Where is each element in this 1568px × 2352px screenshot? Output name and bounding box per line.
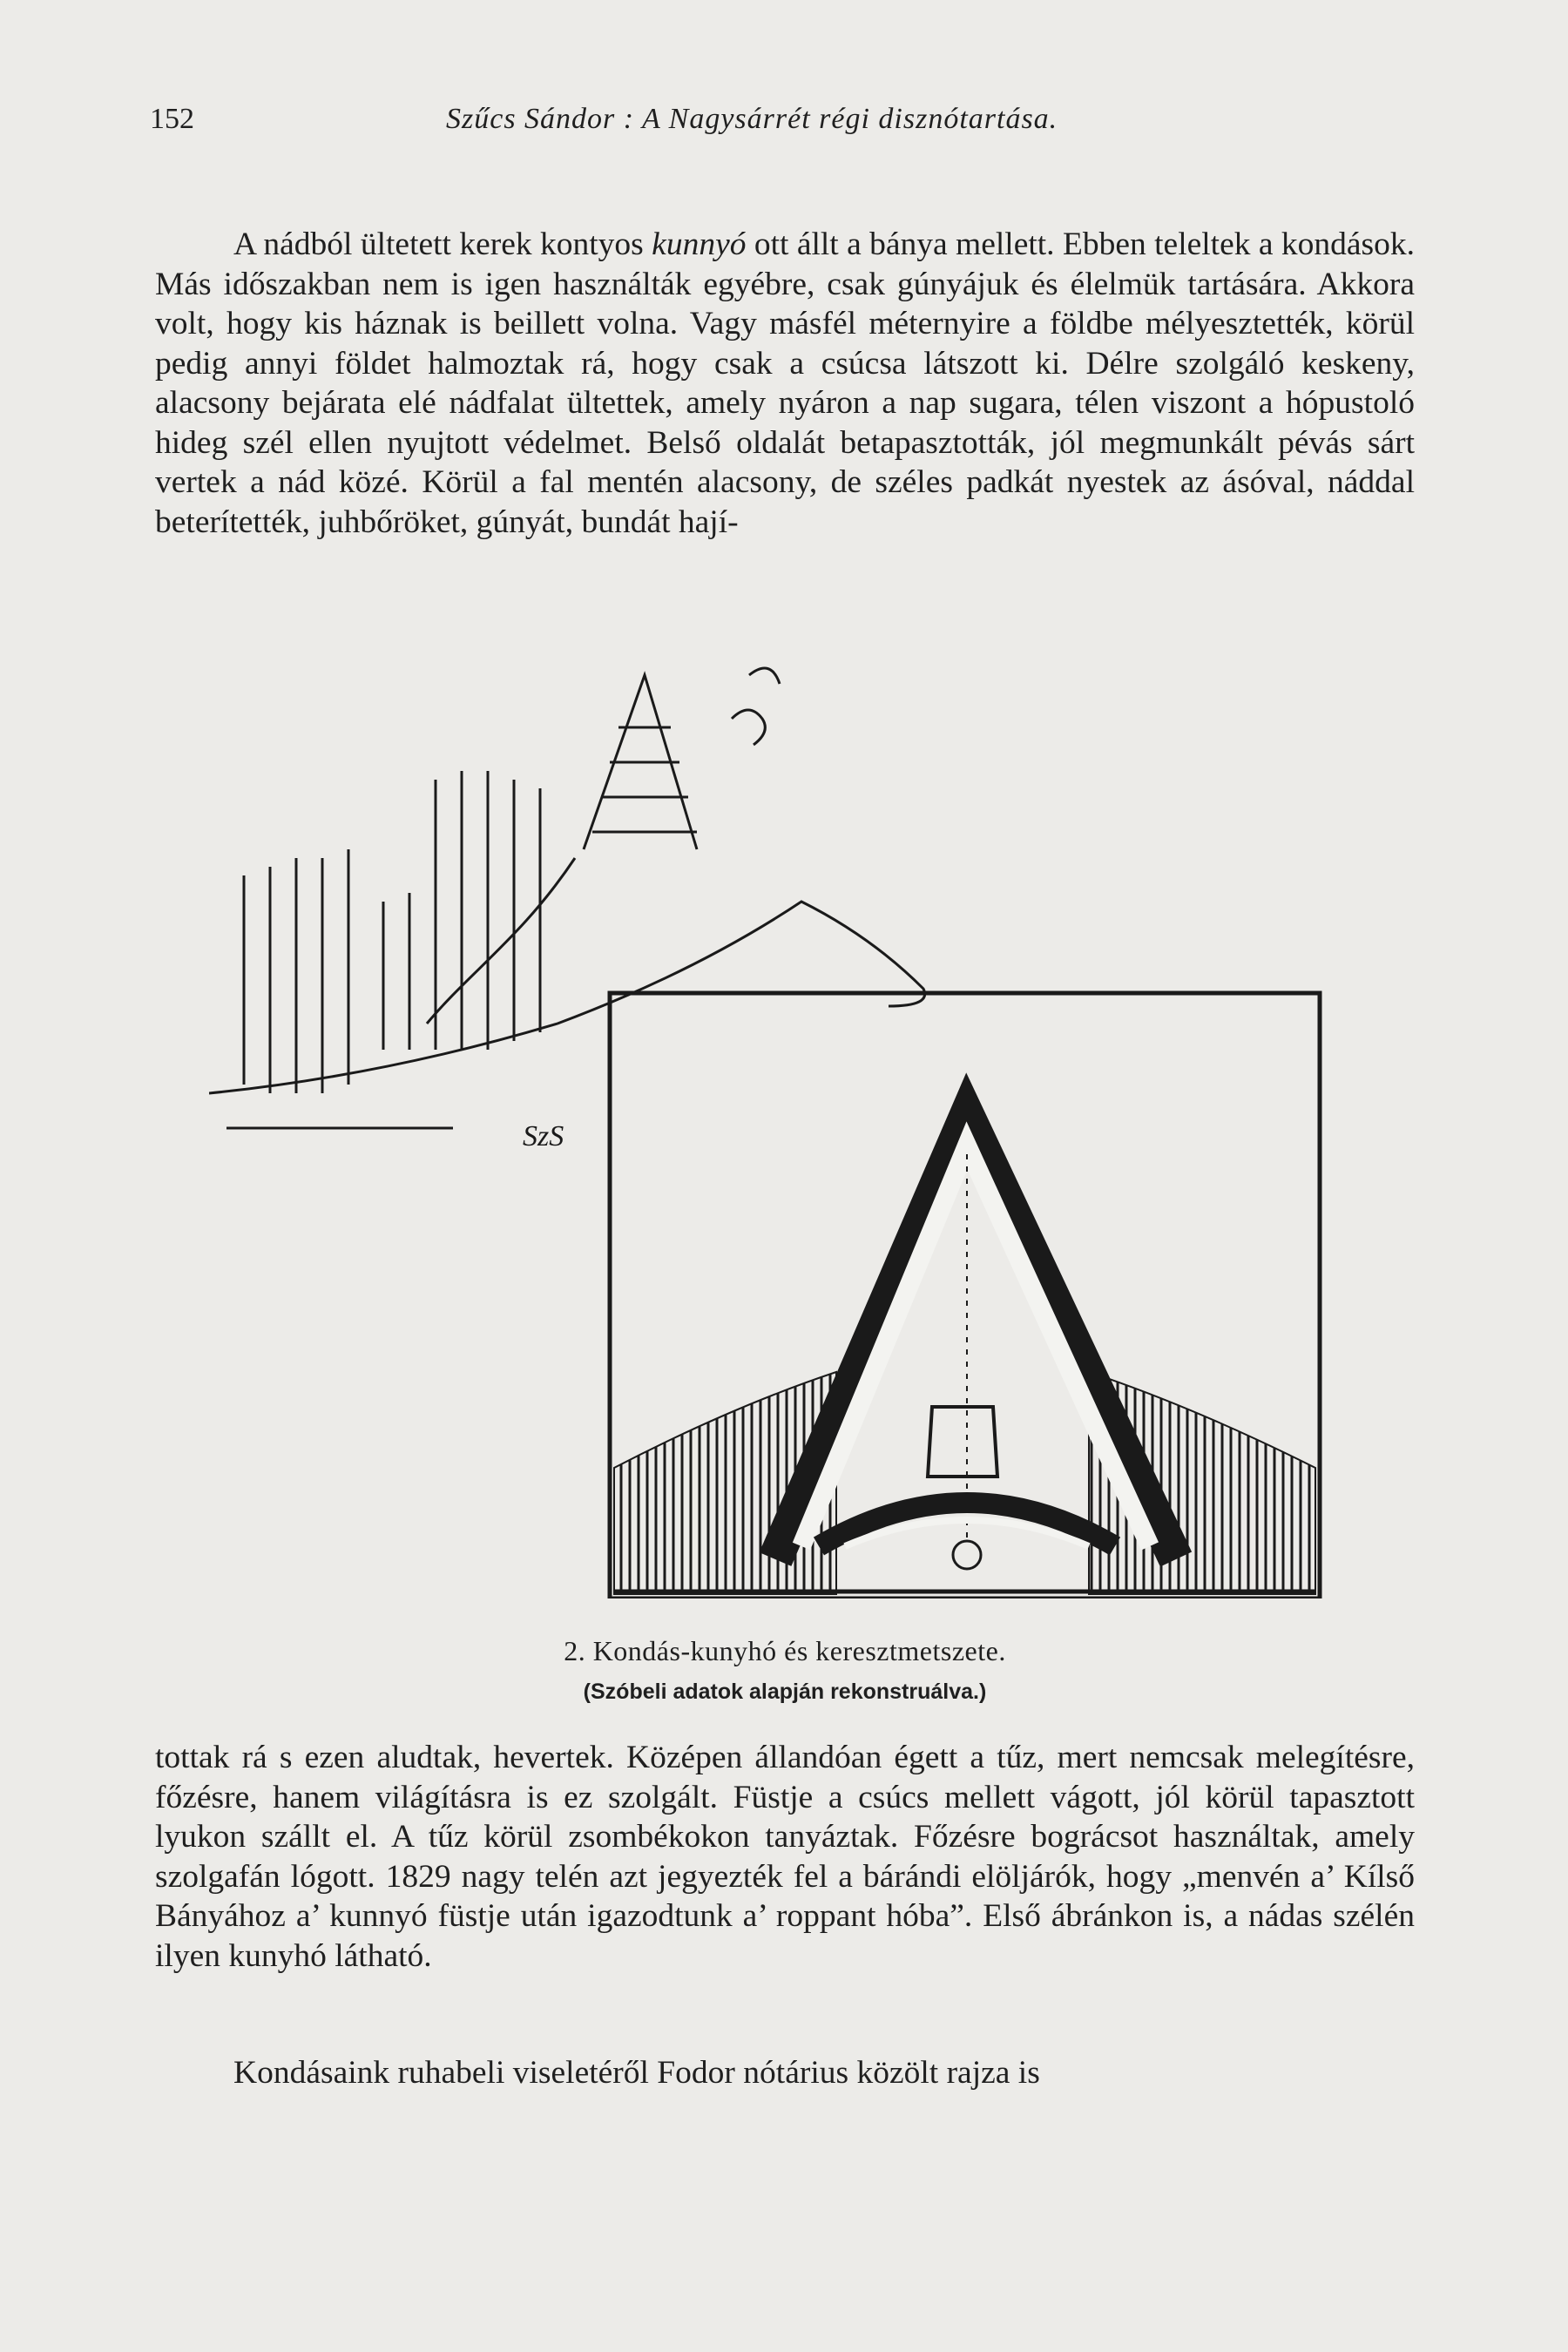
- reed-fence-back: [383, 893, 409, 1050]
- paragraph-3: [155, 2053, 1415, 2093]
- hut-drawing: [209, 640, 1359, 1598]
- paragraph-1: [155, 225, 1415, 542]
- mound-line-left: [427, 858, 575, 1024]
- paragraph-2: [155, 1738, 1415, 1976]
- caption-subtitle: (Szóbeli adatok alapján rekonstruálva.): [583, 1680, 987, 1704]
- page-number: 152: [150, 103, 194, 135]
- smoke-curls: [732, 668, 780, 745]
- figure-inside: [953, 1541, 981, 1569]
- artist-signature: SzS: [523, 1120, 564, 1152]
- italic-term-kunnyo: kunnyó: [652, 226, 747, 262]
- figure-caption: [155, 1635, 1415, 1705]
- paragraph-1-rest: ott állt a bánya mellett. Ebben teleltek a kondások. Más időszakban nem is igen használták egyébre, csak gúnyájuk és élelmük tartására. Akkora volt, hogy kis háznak is beillett volna. Vagy másfél méternyire a földbe mélyesztették, körül pedig annyi földet halmoztak rá, hogy csak a csúcsa látszott ki. Délre szolgáló keskeny, alacsony bejárata elé nádfalat ültettek, amely nyáron a nap sugara, télen viszont a hópustoló hideg szél ellen nyujtott védelmet. Belső oldalát betapasztották, jól megmunkált pévás sárt vertek a nád közé. Körül a fal mentén alacsony, de széles padkát nyestek az ásóval, náddal beterítették, juhbőröket, gúnyát, bundát hají-: [155, 226, 1416, 540]
- caption-title: 2. Kondás-kunyhó és keresztmetszete.: [564, 1635, 1006, 1666]
- cross-section: [610, 993, 1320, 1598]
- running-head: Szűcs Sándor : A Nagysárrét régi disznótartása.: [446, 103, 1058, 135]
- reed-fence-mid: [436, 771, 540, 1050]
- ground-mound: [209, 902, 925, 1093]
- paragraph-2-text: tottak rá s ezen aludtak, hevertek. Középen állandóan égett a tűz, mert nemcsak melegítésre, főzésre, hanem világításra is ez szolgált. Füstje a csúcs mellett vágott, jól körül tapasztott lyukon szállt el. A tűz körül zsombékokon tanyáztak. Főzésre bográcsot használtak, amely szolgafán lógott. 1829 nagy telén azt jegyezték fel a bárándi elöljárók, hogy „menvén a’ Kílső Bányához a’ kunnyó füstje után igazodtunk a’ roppant hóba”. Első ábránkon is, a nádas szélén ilyen kunyhó látható.: [155, 1740, 1415, 1974]
- page-header: [150, 103, 1413, 146]
- paragraph-3-text: Kondásaink ruhabeli viseletéről Fodor nótárius közölt rajza is: [233, 2055, 1040, 2091]
- paragraph-1-start: A nádból ültetett kerek kontyos: [233, 226, 652, 262]
- reed-fence-left: [244, 849, 348, 1093]
- hut-illustration: [209, 640, 1359, 1598]
- smoke-hole: [928, 1407, 997, 1477]
